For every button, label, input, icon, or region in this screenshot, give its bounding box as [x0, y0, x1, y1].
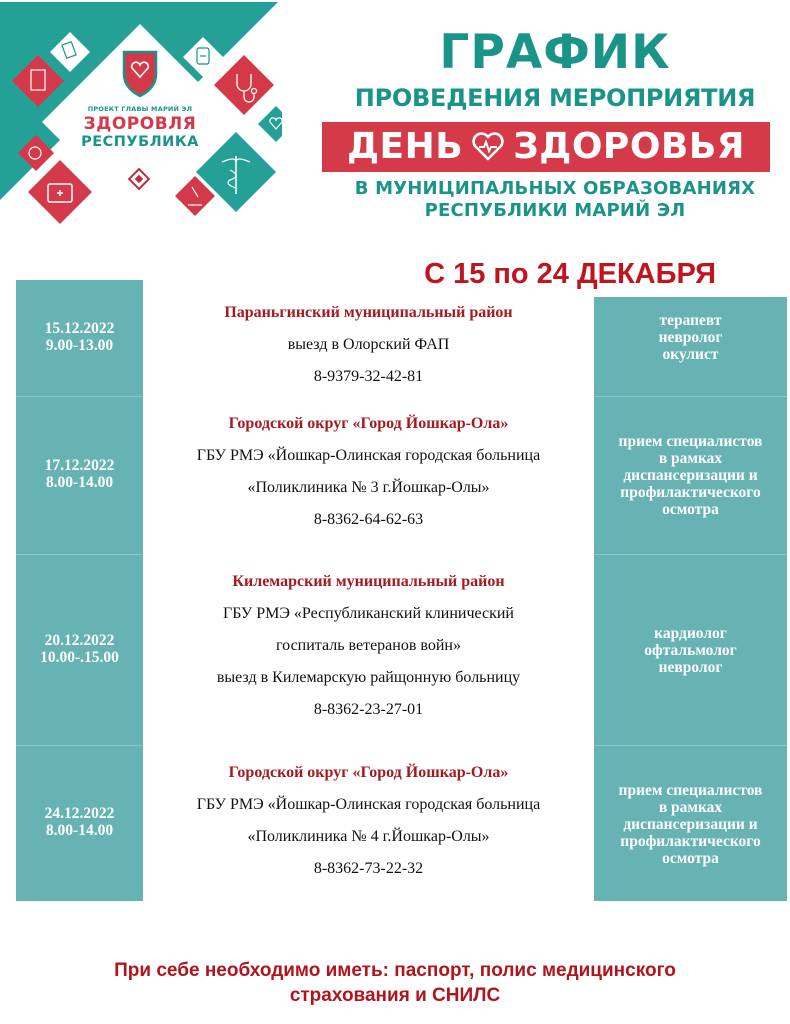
specialist: окулист	[662, 346, 719, 363]
location-line: выезд в Олорский ФАП	[287, 336, 450, 353]
required-documents-note	[40, 958, 750, 1008]
zdorovaya-respublika-logo	[0, 0, 282, 238]
phone-number: 8-8362-64-62-63	[313, 511, 424, 528]
event-date: 17.12.2022	[44, 457, 115, 474]
event-time: 9.00-13.00	[45, 337, 114, 354]
row-divider	[16, 745, 143, 746]
logo-project-label: ПРОЕКТ ГЛАВЫ МАРИЙ ЭЛ	[87, 105, 193, 113]
district-name: Килемарский муниципальный район	[232, 573, 505, 590]
location-line: госпиталь ветеранов войн»	[276, 637, 461, 654]
note-line-2: страхования и СНИЛС	[289, 985, 501, 1006]
page-title: ГРАФИК	[439, 25, 671, 80]
phone-number: 8-8362-73-22-32	[313, 860, 424, 877]
location-line: ГБУ РМЭ «Республиканский клинический	[222, 605, 514, 622]
table-row-date	[16, 632, 143, 666]
specialist: невролог	[658, 659, 723, 676]
municipalities-line-1: В МУНИЦИПАЛЬНЫХ ОБРАЗОВАНИЯХ	[354, 178, 756, 199]
logo-name-line2: РЕСПУБЛИКА	[81, 134, 199, 150]
shield-heart-icon	[124, 52, 156, 96]
row-divider	[594, 396, 787, 397]
specialist: терапевт	[659, 312, 722, 329]
specialist: прием специалистов	[618, 433, 763, 450]
note-line-1: При себе необходимо иметь: паспорт, полис медицинского	[114, 960, 676, 981]
municipalities-line-2: РЕСПУБЛИКИ МАРИЙ ЭЛ	[424, 200, 686, 221]
row-divider	[16, 554, 143, 555]
event-name-banner	[322, 122, 770, 172]
row-divider	[16, 396, 143, 397]
event-time: 8.00-14.00	[45, 822, 114, 839]
specialist: офтальмолог	[644, 642, 737, 659]
table-row-location	[143, 408, 594, 536]
municipalities-heading	[310, 178, 790, 222]
row-divider	[594, 745, 787, 746]
table-row-date	[16, 320, 143, 354]
event-time: 8.00-14.00	[45, 474, 114, 491]
table-row-location	[143, 757, 594, 885]
table-row-date	[16, 805, 143, 839]
table-row-specialists	[594, 782, 787, 867]
table-row-location	[143, 297, 594, 393]
heart-pulse-icon	[471, 132, 505, 162]
table-row-specialists	[594, 312, 787, 363]
table-row-date	[16, 457, 143, 491]
specialist: невролог	[658, 329, 723, 346]
district-name: Городской округ «Город Йошкар-Ола»	[228, 415, 509, 432]
event-time: 10.00-.15.00	[40, 649, 119, 666]
specialist: профилактического	[620, 484, 761, 501]
phone-number: 8-9379-32-42-81	[313, 368, 424, 385]
district-name: Городской округ «Город Йошкар-Ола»	[228, 764, 509, 781]
heart-pulse-icon	[258, 106, 282, 142]
specialist: в рамках	[658, 799, 723, 816]
logo-name-line1: ЗДОРОВЛЯ	[83, 114, 197, 134]
specialist: осмотра	[662, 850, 719, 867]
specialist: диспансеризации и	[623, 467, 758, 484]
banner-word-1: ДЕНЬ	[346, 126, 464, 167]
event-date: 20.12.2022	[44, 632, 115, 649]
event-date: 24.12.2022	[44, 805, 115, 822]
banner-word-2: ЗДОРОВЬЯ	[513, 126, 746, 167]
specialist: диспансеризации и	[623, 816, 758, 833]
event-date: 15.12.2022	[44, 320, 115, 337]
location-line: «Поликлиника № 4 г.Йошкар-Олы»	[247, 828, 490, 845]
phone-number: 8-8362-23-27-01	[313, 701, 424, 718]
specialist: профилактического	[620, 833, 761, 850]
location-line: ГБУ РМЭ «Йошкар-Олинская городская больница	[196, 796, 541, 813]
specialist: в рамках	[658, 450, 723, 467]
period-heading: С 15 по 24 ДЕКАБРЯ	[424, 258, 716, 290]
table-row-location	[143, 566, 594, 726]
location-line: ГБУ РМЭ «Йошкар-Олинская городская больница	[196, 447, 541, 464]
specialist: прием специалистов	[618, 782, 763, 799]
specialist: кардиолог	[654, 625, 727, 642]
location-line: выезд в Килемарскую райщонную больницу	[216, 669, 521, 686]
district-name: Параньгинский муниципальный район	[224, 304, 513, 321]
specialist: осмотра	[662, 501, 719, 518]
location-line: «Поликлиника № 3 г.Йошкар-Олы»	[247, 479, 490, 496]
row-divider	[594, 554, 787, 555]
table-row-specialists	[594, 625, 787, 676]
page-subtitle: ПРОВЕДЕНИЯ МЕРОПРИЯТИЯ	[354, 84, 756, 112]
table-row-specialists	[594, 433, 787, 518]
